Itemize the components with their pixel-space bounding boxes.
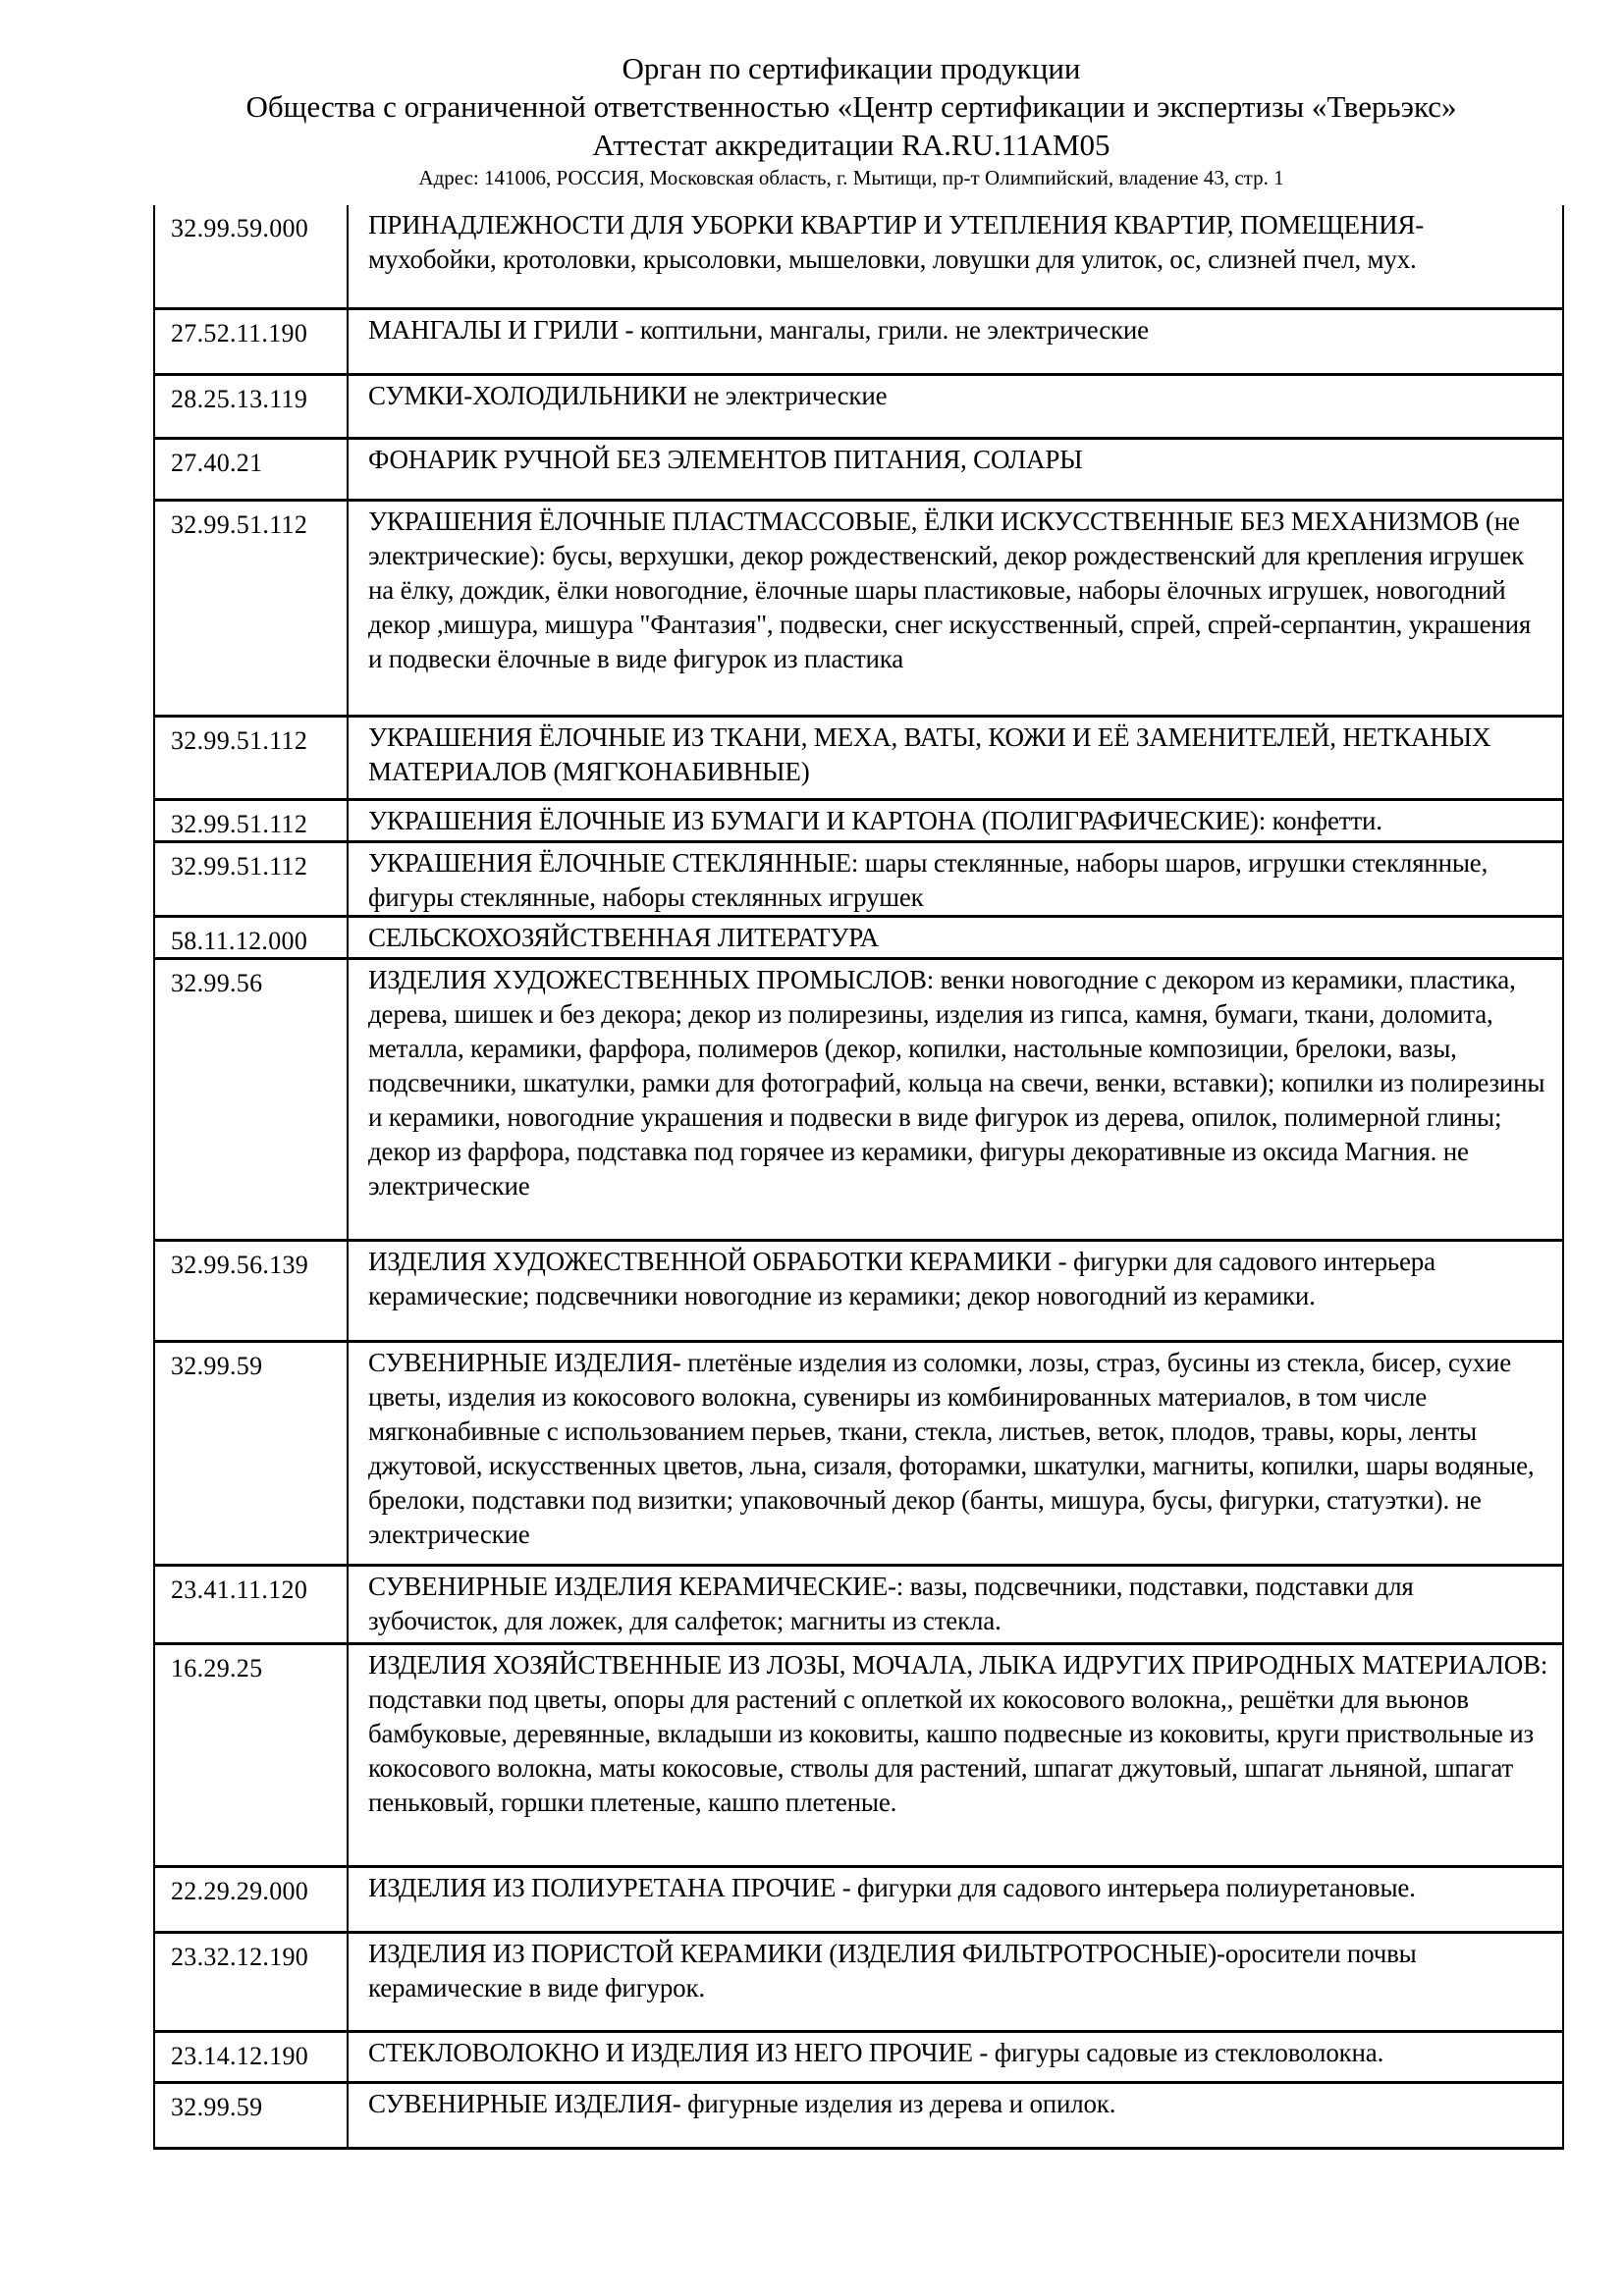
product-code: 58.11.12.000 <box>154 916 348 958</box>
product-description: СУВЕНИРНЫЕ ИЗДЕЛИЯ- плетёные изделия из соломки, лозы, страз, бусины из стекла, бисер, сухие цветы, изделия из кокосового волокна, сувениры из комбинированных материалов, в том числе мягконабивные с использованием перьев, ткани, стекла, листьев, веток, плодов, травы, коры, ленты джутовой, искусственных цветов, льна, сизаля, фоторамки, шкатулки, магниты, копилки, шары водяные, брелоки, подставки под визитки; упаковочный декор (банты, мишура, бусы, фигурки, статуэтки). не электрические <box>348 1341 1563 1565</box>
product-description: СЕЛЬСКОХОЗЯЙСТВЕННАЯ ЛИТЕРАТУРА <box>348 916 1563 958</box>
codes-table-body <box>154 205 1563 2148</box>
table-row <box>154 1932 1563 2031</box>
product-description: МАНГАЛЫ И ГРИЛИ - коптильни, мангалы, грили. не электрические <box>348 308 1563 374</box>
product-code: 23.14.12.190 <box>154 2031 348 2082</box>
table-row <box>154 799 1563 841</box>
product-code: 32.99.51.112 <box>154 799 348 841</box>
product-code: 27.40.21 <box>154 438 348 500</box>
accreditation-certificate: Аттестат аккредитации RA.RU.11АМ05 <box>592 128 1110 162</box>
organization-name: Общества с ограниченной ответственностью «Центр сертификации и экспертизы «Тверьэкс» <box>245 89 1457 124</box>
table-row <box>154 958 1563 1240</box>
product-description: СУМКИ-ХОЛОДИЛЬНИКИ не электрические <box>348 374 1563 438</box>
product-description: СУВЕНИРНЫЕ ИЗДЕЛИЯ- фигурные изделия из дерева и опилок. <box>348 2082 1563 2148</box>
table-row <box>154 1866 1563 1932</box>
product-codes-table-wrapper <box>153 205 1624 2150</box>
table-row <box>154 841 1563 916</box>
table-row <box>154 916 1563 958</box>
product-code: 32.99.51.112 <box>154 500 348 716</box>
table-row <box>154 716 1563 799</box>
table-row <box>154 1341 1563 1565</box>
table-row <box>154 1240 1563 1341</box>
organization-address: Адрес: 141006, РОССИЯ, Московская область, г. Мытищи, пр-т Олимпийский, владение 43, стр. 1 <box>418 166 1284 189</box>
product-code: 32.99.59.000 <box>154 205 348 308</box>
product-code: 22.29.29.000 <box>154 1866 348 1932</box>
product-code: 23.41.11.120 <box>154 1565 348 1643</box>
product-code: 28.25.13.119 <box>154 374 348 438</box>
table-row <box>154 205 1563 308</box>
product-codes-table <box>153 205 1564 2150</box>
product-code: 32.99.59 <box>154 1341 348 1565</box>
product-description: СУВЕНИРНЫЕ ИЗДЕЛИЯ КЕРАМИЧЕСКИЕ-: вазы, подсвечники, подставки, подставки для зубочисток, для ложек, для салфеток; магниты из стекла. <box>348 1565 1563 1643</box>
table-row <box>154 1565 1563 1643</box>
table-row <box>154 308 1563 374</box>
product-code: 32.99.59 <box>154 2082 348 2148</box>
product-code: 23.32.12.190 <box>154 1932 348 2031</box>
table-row <box>154 2082 1563 2148</box>
product-description: ПРИНАДЛЕЖНОСТИ ДЛЯ УБОРКИ КВАРТИР И УТЕПЛЕНИЯ КВАРТИР, ПОМЕЩЕНИЯ-мухобойки, кротоловки, крысоловки, мышеловки, ловушки для улиток, ос, слизней пчел, мух. <box>348 205 1563 308</box>
product-description: УКРАШЕНИЯ ЁЛОЧНЫЕ ИЗ ТКАНИ, МЕХА, ВАТЫ, КОЖИ И ЕЁ ЗАМЕНИТЕЛЕЙ, НЕТКАНЫХ МАТЕРИАЛОВ (МЯГКОНАБИВНЫЕ) <box>348 716 1563 799</box>
product-description: ИЗДЕЛИЯ ХУДОЖЕСТВЕННЫХ ПРОМЫСЛОВ: венки новогодние с декором из керамики, пластика, дерева, шишек и без декора; декор из полирезины, изделия из гипса, камня, бумаги, ткани, доломита, металла, керамики, фарфора, полимеров (декор, копилки, настольные композиции, брелоки, вазы, подсвечники, шкатулки, рамки для фотографий, кольца на свечи, венки, вставки); копилки из полирезины и керамики, новогодние украшения и подвески в виде фигурок из дерева, опилок, полимерной глины; декор из фарфора, подставка под горячее из керамики, фигуры декоративные из оксида Магния. не электрические <box>348 958 1563 1240</box>
product-code: 32.99.56.139 <box>154 1240 348 1341</box>
product-description: ИЗДЕЛИЯ ИЗ ПОЛИУРЕТАНА ПРОЧИЕ - фигурки для садового интерьера полиуретановые. <box>348 1866 1563 1932</box>
product-description: СТЕКЛОВОЛОКНО И ИЗДЕЛИЯ ИЗ НЕГО ПРОЧИЕ - фигуры садовые из стекловолокна. <box>348 2031 1563 2082</box>
product-code: 32.99.51.112 <box>154 841 348 916</box>
product-code: 32.99.56 <box>154 958 348 1240</box>
product-description: ИЗДЕЛИЯ ИЗ ПОРИСТОЙ КЕРАМИКИ (ИЗДЕЛИЯ ФИЛЬТРОТРОСНЫЕ)-оросители почвы керамические в виде фигурок. <box>348 1932 1563 2031</box>
product-code: 27.52.11.190 <box>154 308 348 374</box>
certification-body-title: Орган по сертификации продукции <box>622 51 1081 85</box>
product-description: ФОНАРИК РУЧНОЙ БЕЗ ЭЛЕМЕНТОВ ПИТАНИЯ, СОЛАРЫ <box>348 438 1563 500</box>
product-description: ИЗДЕЛИЯ ХОЗЯЙСТВЕННЫЕ ИЗ ЛОЗЫ, МОЧАЛА, ЛЫКА ИДРУГИХ ПРИРОДНЫХ МАТЕРИАЛОВ: подставки под цветы, опоры для растений с оплеткой их кокосового волокна,, решётки для вьюнов бамбуковые, деревянные, вкладыши из коковиты, кашпо подвесные из коковиты, круги приствольные из кокосового волокна, маты кокосовые, стволы для растений, шпагат джутовый, шпагат льняной, шпагат пеньковый, горшки плетеные, кашпо плетеные. <box>348 1643 1563 1866</box>
product-code: 16.29.25 <box>154 1643 348 1866</box>
product-description: УКРАШЕНИЯ ЁЛОЧНЫЕ СТЕКЛЯННЫЕ: шары стеклянные, наборы шаров, игрушки стеклянные, фигуры стеклянные, наборы стеклянных игрушек <box>348 841 1563 916</box>
table-row <box>154 1643 1563 1866</box>
table-row <box>154 2031 1563 2082</box>
product-code: 32.99.51.112 <box>154 716 348 799</box>
table-row <box>154 438 1563 500</box>
product-description: УКРАШЕНИЯ ЁЛОЧНЫЕ ПЛАСТМАССОВЫЕ, ЁЛКИ ИСКУССТВЕННЫЕ БЕЗ МЕХАНИЗМОВ (не электрические): бусы, верхушки, декор рождественский, декор рождественский для крепления игрушек на ёлку, дождик, ёлки новогодние, ёлочные шары пластиковые, наборы ёлочных игрушек, новогодний декор ,мишура, мишура "Фантазия", подвески, снег искусственный, спрей, спрей-серпантин, украшения и подвески ёлочные в виде фигурок из пластика <box>348 500 1563 716</box>
document-header <box>79 0 1624 191</box>
product-description: ИЗДЕЛИЯ ХУДОЖЕСТВЕННОЙ ОБРАБОТКИ КЕРАМИКИ - фигурки для садового интерьера керамические; подсвечники новогодние из керамики; декор новогодний из керамики. <box>348 1240 1563 1341</box>
table-row <box>154 374 1563 438</box>
table-row <box>154 500 1563 716</box>
product-description: УКРАШЕНИЯ ЁЛОЧНЫЕ ИЗ БУМАГИ И КАРТОНА (ПОЛИГРАФИЧЕСКИЕ): конфетти. <box>348 799 1563 841</box>
